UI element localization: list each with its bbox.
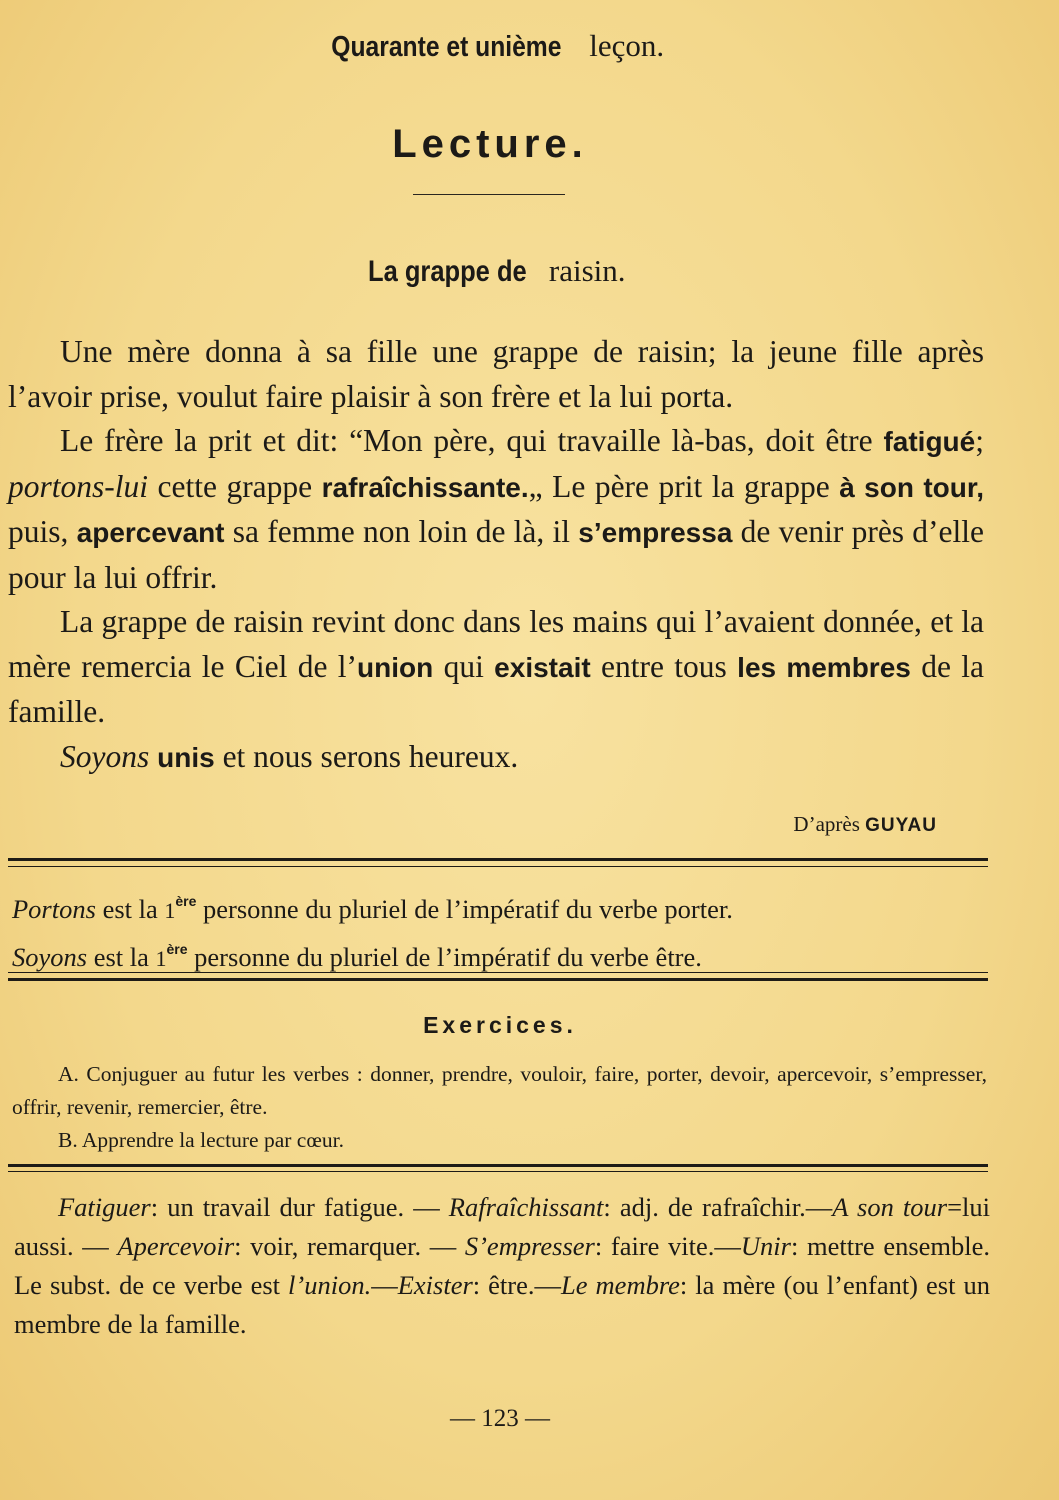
text-run: de la famille. [8,648,985,729]
lesson-title-rest: leçon. [589,28,665,63]
text-run: qui [433,648,495,684]
italic-word: Le membre [561,1270,680,1300]
divider-rule [8,858,988,861]
italic-word: Apercevoir [117,1231,235,1261]
text-run: : un travail dur fatigue. — [150,1192,449,1222]
italic-word: portons-lui [8,468,149,504]
bold-word: fatigué [883,426,976,457]
text-run [149,739,157,774]
section-title: Lecture. [392,122,588,166]
grammar-line [12,882,987,930]
text-run: entre tous [590,648,738,684]
text-run: de venir près d’elle pour la lui offrir. [8,514,985,595]
text-run: : faire vite.— [594,1231,741,1261]
divider-rule [8,1164,988,1167]
bold-word: rafraîchissante. [321,471,529,503]
bold-word: s’empressa [578,517,733,548]
italic-word: A son tour [832,1192,948,1222]
grammar-verb: Portons [12,894,96,924]
divider-rule [8,1171,988,1172]
lesson-title [0,28,975,64]
credit-prefix: D’après [793,812,860,836]
bold-word: à son tour, [839,471,984,503]
text-run: =lui aussi. — [14,1192,990,1261]
vocabulary-notes [14,1188,990,1344]
grammar-line [12,930,987,978]
story-title-rest: raisin. [548,253,626,288]
italic-word: Fatiguer [58,1192,151,1222]
grammar-superscript: ère [175,893,197,909]
text-run: : être.— [472,1270,562,1300]
story-title [0,253,980,289]
grammar-number: 1 [155,946,167,971]
grammar-verb: Soyons [12,942,88,972]
text-run: La grappe de raisin revint donc dans les mains qui l’avaient donnée, et la mère remercia le Ciel de l’ [8,604,984,684]
italic-word: Exister [397,1270,473,1300]
grammar-text: personne du pluriel de l’impératif du verbe être. [187,942,702,972]
exercises-list [12,1058,987,1157]
italic-word: Soyons [60,738,150,774]
author-credit [793,812,937,837]
grammar-text: est la [87,942,156,972]
grammar-number: 1 [164,898,176,923]
text-run: : adj. de rafraîchir.— [603,1192,833,1222]
text-run: : la mère (ou l’enfant) est un membre de la famille. [14,1270,990,1339]
reading-paragraph [8,600,984,735]
text-run: puis, [8,514,77,549]
exercises-title: Exercices. [423,1012,577,1038]
divider-rule [8,978,988,981]
grammar-text: est la [95,894,165,924]
reading-text [8,330,984,780]
grammar-text: personne du pluriel de l’impératif du verbe porter. [196,894,733,924]
reading-paragraph [8,735,984,781]
title-divider [413,194,565,195]
text-run: et nous serons heureux. [214,738,519,774]
italic-word: Rafraîchissant [448,1192,604,1222]
text-run: Le frère la prit et dit: “Mon père, qui travaille là-bas, doit être [60,423,884,458]
reading-paragraph [8,330,984,419]
grammar-superscript: ère [166,941,188,957]
credit-author: GUYAU [865,815,937,836]
text-run: : mettre ensemble. Le subst. de ce verbe est [14,1231,991,1300]
divider-rule [8,866,988,867]
grammar-note [12,882,987,978]
text-run: ; [975,423,984,458]
italic-word: l’union. [288,1270,372,1300]
page-number: — 123 — [450,1405,550,1432]
bold-word: les membres [737,651,911,683]
text-run: cette grappe [148,468,322,504]
reading-paragraph [8,419,984,600]
story-title-bold: La grappe de [368,255,528,288]
exercise-item: B. Apprendre la lecture par cœur. [58,1128,344,1152]
lesson-title-bold: Quarante et unième [331,31,562,63]
bold-word: existait [494,651,591,683]
bold-word: apercevant [76,517,225,548]
vocabulary-paragraph [14,1188,990,1344]
exercise-item: A. Conjuguer au futur les verbes : donner, prendre, vouloir, faire, porter, devoir, apercevoir, s’empresser, offrir, revenir, remercier, être. [12,1062,987,1119]
bold-word: unis [157,741,215,773]
text-run: „ Le père prit la grappe [528,468,840,504]
divider-rule [8,972,988,973]
italic-word: Unir [740,1231,791,1261]
italic-word: S’empresser [464,1231,595,1261]
text-run: Une mère donna à sa fille une grappe de raisin; la jeune fille après l’avoir prise, voulut faire plaisir à son frère et la lui porta. [8,334,984,414]
text-run: : voir, remarquer. — [234,1231,465,1261]
bold-word: union [357,651,434,683]
text-run: sa femme non loin de là, il [224,514,579,549]
text-run: — [371,1270,398,1300]
